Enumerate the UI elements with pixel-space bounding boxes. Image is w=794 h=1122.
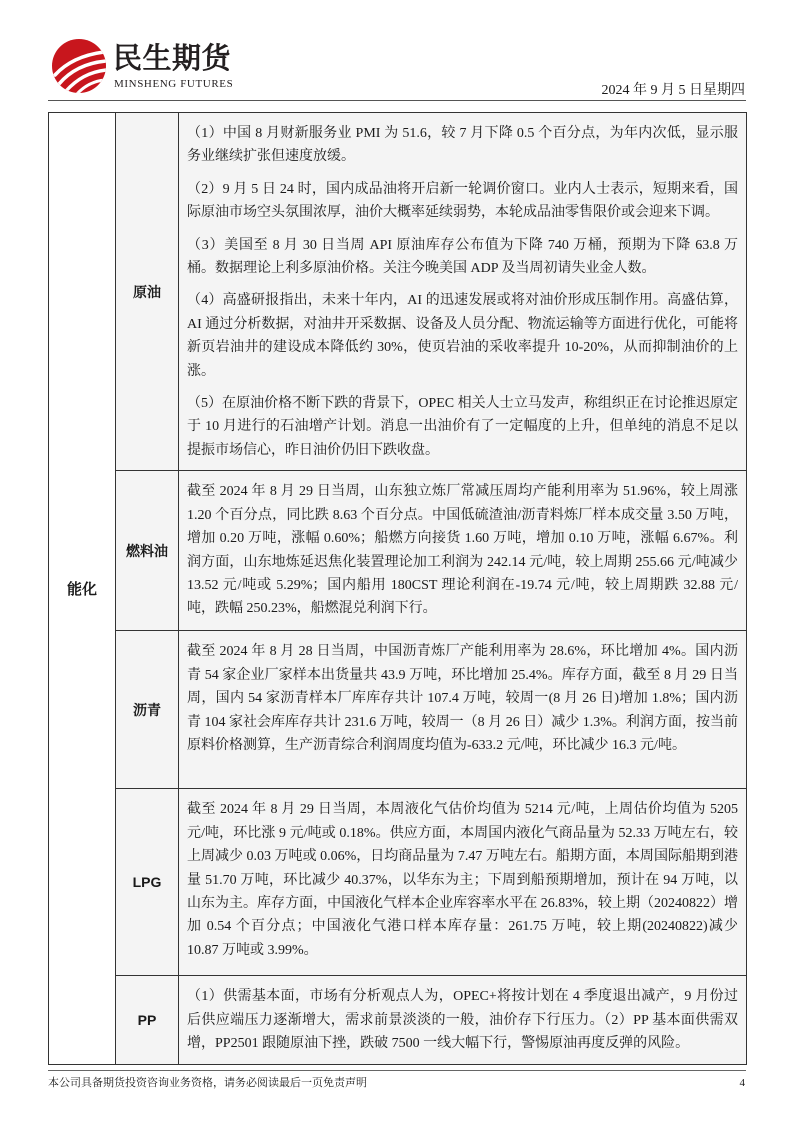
paragraph: （2）9 月 5 日 24 时，国内成品油将开启新一轮调价窗口。业内人士表示，短期来看，国际原油市场空头氛围浓厚，油价大概率延续弱势，本轮成品油零售限价或会迎来下调。 xyxy=(187,181,738,221)
row-label-pp: PP xyxy=(116,976,179,1064)
paragraph: 截至 2024 年 8 月 28 日当周，中国沥青炼厂产能利用率为 28.6%，环比增加 4%。国内沥青 54 家企业厂家样本出货量共 43.9 万吨，环比增加 25.4%。库存方面，截至 8 月 29 日当周，国内 54 家沥青样本厂库库存共计 107.4 万吨，较周一(8 月 26 日)增加 1.8%；国内沥青 104 家社会库库存共计 231.6 万吨，较周一（8 月 26 日）减少 1.3%。利润方面，按当前原料价格测算，生产沥青综合利润周度均值为-633.2 元/吨，环比减少 16.3 元/吨。 xyxy=(187,644,738,753)
row-label-fuel-oil: 燃料油 xyxy=(116,471,179,631)
paragraph: 截至 2024 年 8 月 29 日当周，山东独立炼厂常减压周均产能利用率为 51.96%，较上周涨 1.20 个百分点，同比跌 8.63 个百分点。中国低硫渣油/沥青料炼厂样本成交量 3.50 万吨，增加 0.20 万吨，涨幅 0.60%；船燃方向接货 1.60 万吨，增加 0.10 万吨，涨幅 6.67%。利润方面，山东地炼延迟焦化装置理论加工利润为 242.14 元/吨，较上周期 255.66 元/吨减少 13.52 元/吨或 5.29%；国内船用 180CST 理论利润在-19.74 元/吨，较上周期跌 32.88 元/吨，跌幅 250.23%，船燃混兑利润下行。 xyxy=(187,484,738,617)
minsheng-logo-icon xyxy=(51,38,107,94)
table-row-fuel-oil xyxy=(49,471,747,631)
table-row-lpg xyxy=(49,789,747,976)
row-content-crude-oil xyxy=(179,113,747,471)
footer-divider xyxy=(48,1070,746,1071)
commodity-table xyxy=(48,112,747,1065)
row-content-pp xyxy=(179,976,747,1064)
row-content-asphalt xyxy=(179,631,747,789)
brand-name-english: MINSHENG FUTURES xyxy=(114,78,234,90)
row-content-lpg xyxy=(179,789,747,976)
header-divider xyxy=(48,100,746,101)
row-label-lpg: LPG xyxy=(116,789,179,976)
paragraph: （1）供需基本面，市场有分析观点人为，OPEC+将按计划在 4 季度退出减产，9 月份过后供应端压力逐渐增大，需求前景淡淡的一般，油价存下行压力。（2）PP 基本面供需双增，PP2501 跟随原油下挫，跌破 7500 一线大幅下行，警惕原油再度反弹的风险。 xyxy=(187,989,738,1052)
category-cell: 能化 xyxy=(49,113,116,1065)
table-row-asphalt xyxy=(49,631,747,789)
row-label-crude-oil: 原油 xyxy=(116,113,179,471)
footer-disclaimer: 本公司具备期货投资咨询业务资格，请务必阅读最后一页免责声明 xyxy=(48,1077,367,1089)
row-label-asphalt: 沥青 xyxy=(116,631,179,789)
report-date: 2024 年 9 月 5 日星期四 xyxy=(601,83,745,98)
row-content-fuel-oil xyxy=(179,471,747,631)
page-number: 4 xyxy=(739,1077,745,1089)
paragraph: （5）在原油价格不断下跌的背景下，OPEC 相关人士立马发声，称组织正在讨论推迟原定于 10 月进行的石油增产计划。消息一出油价有了一定幅度的上升，但单纯的消息不足以提振市场信心，昨日油价仍旧下跌收盘。 xyxy=(187,396,738,458)
table-row-pp xyxy=(49,976,747,1064)
paragraph: （3）美国至 8 月 30 日当周 API 原油库存公布值为下降 740 万桶，预期为下降 63.8 万桶。数据理论上利多原油价格。关注今晚美国 ADP 及当周初请失业金人数。 xyxy=(187,237,738,277)
brand-name-chinese: 民生期货 xyxy=(113,43,232,75)
paragraph: （4）高盛研报指出，未来十年内，AI 的迅速发展或将对油价形成压制作用。高盛估算，AI 通过分析数据，对油井开采数据、设备及人员分配、物流运输等方面进行优化，可能将新页岩油井的建设成本降低约 30%，使页岩油的采收率提升 10-20%，从而抑制油价的上涨。 xyxy=(187,293,738,379)
table-row-crude-oil xyxy=(49,113,747,471)
paragraph: 截至 2024 年 8 月 29 日当周，本周液化气估价均值为 5214 元/吨，上周估价均值为 5205 元/吨，环比涨 9 元/吨或 0.18%。供应方面，本周国内液化气商品量为 52.33 万吨左右，较上周减少 0.03 万吨或 0.06%，日均商品量为 7.47 万吨左右。船期方面，本周国际船期到港量 51.70 万吨，环比减少 40.37%，以华东为主；下周到船预期增加，预计在 94 万吨，以山东为主。库存方面，中国液化气样本企业库容率水平在 26.83%，较上期（20240822）增加 0.54 个百分点；中国液化气港口样本库存量：261.75 万吨，较上期(20240822)减少 10.87 万吨或 3.99%。 xyxy=(187,802,738,958)
paragraph: （1）中国 8 月财新服务业 PMI 为 51.6，较 7 月下降 0.5 个百分点，为年内次低，显示服务业继续扩张但速度放缓。 xyxy=(187,126,738,165)
